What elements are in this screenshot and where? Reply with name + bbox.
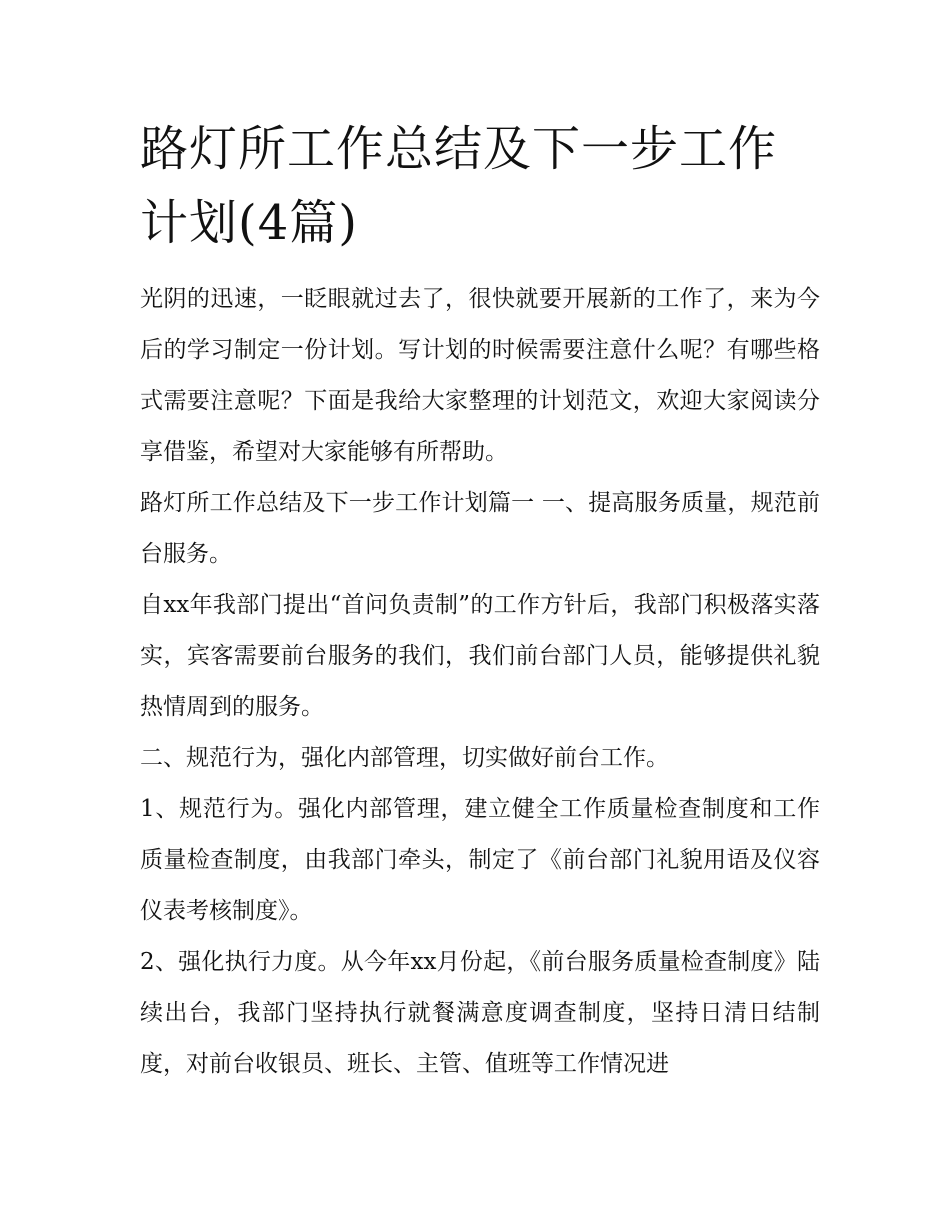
document-body (140, 274, 820, 1090)
paragraph-section-two: 二、规范行为，强化内部管理，切实做好前台工作。 (140, 745, 669, 771)
paragraph-section-one: 路灯所工作总结及下一步工作计划篇一 一、提高服务质量，规范前台服务。 (140, 490, 820, 567)
paragraph-intro: 光阴的迅速，一眨眼就过去了，很快就要开展新的工作了，来为今后的学习制定一份计划。写计划的时候需要注意什么呢？有哪些格式需要注意呢？下面是我给大家整理的计划范文，欢迎大家阅读分享借鉴，希望对大家能够有所帮助。 (140, 286, 820, 465)
paragraph-item-two: 2、强化执行力度。从今年xx月份起，《前台服务质量检查制度》陆续出台，我部门坚持执行就餐满意度调查制度，坚持日清日结制度，对前台收银员、班长、主管、值班等工作情况进 (140, 949, 820, 1077)
document-title: 路灯所工作总结及下一步工作计划(4篇) (140, 121, 778, 251)
paragraph-item-one: 1、规范行为。强化内部管理，建立健全工作质量检查制度和工作质量检查制度，由我部门牵头，制定了《前台部门礼貌用语及仪容仪表考核制度》。 (140, 796, 820, 924)
paragraph-first-inquiry: 自xx年我部门提出“首问负责制”的工作方针后，我部门积极落实落实，宾客需要前台服务的我们，我们前台部门人员，能够提供礼貌热情周到的服务。 (140, 592, 820, 720)
